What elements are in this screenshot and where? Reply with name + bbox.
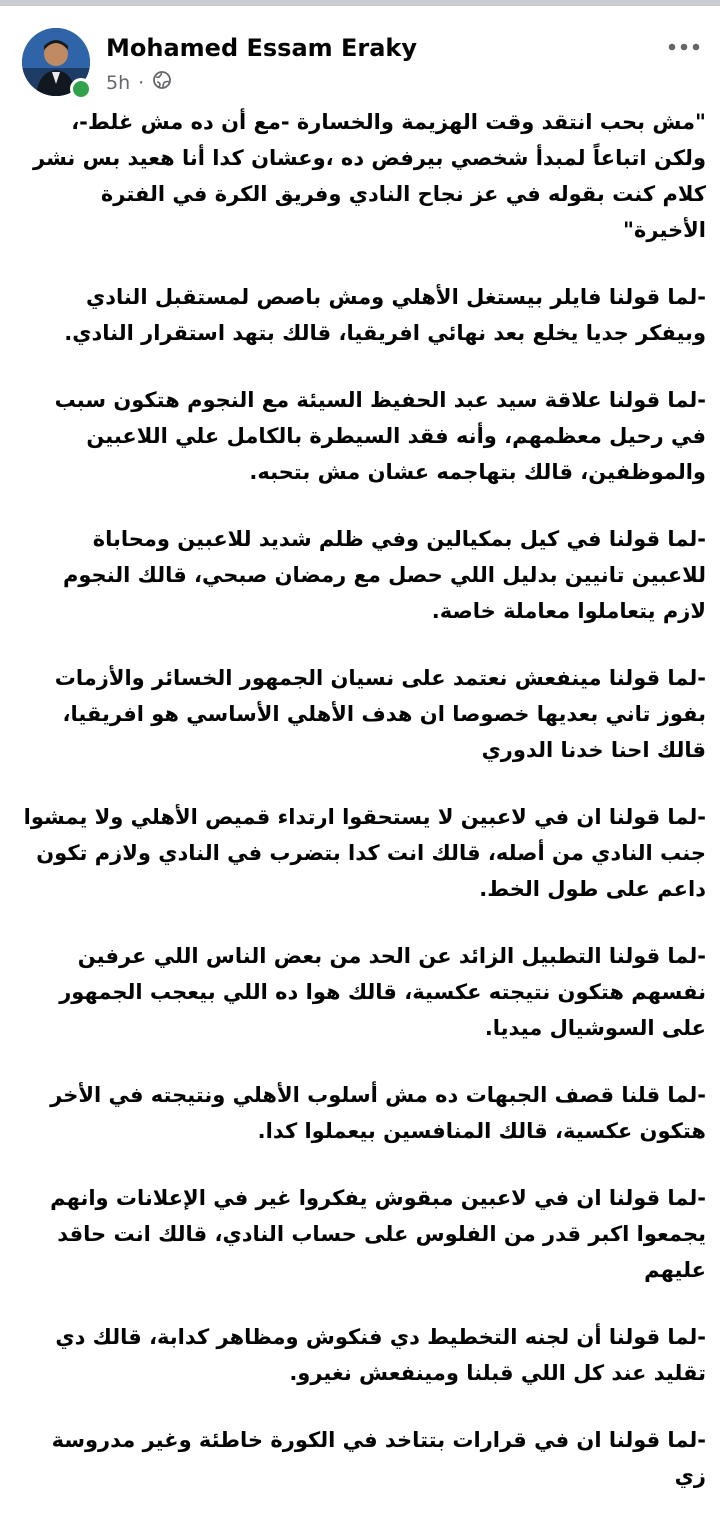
post-text xyxy=(22,104,706,1525)
post-paragraph: -لما قولنا فايلر بيستغل الأهلي ومش باصص لمستقبل النادي وبيفكر جديا يخلع بعد نهائي افريقيا، قالك بتهد استقرار النادي. xyxy=(64,285,706,345)
post-time[interactable]: 5h xyxy=(106,71,131,94)
author-name[interactable]: Mohamed Essam Eraky xyxy=(106,34,418,62)
more-horizontal-icon xyxy=(668,43,700,51)
meta-separator: · xyxy=(138,71,145,94)
post-header xyxy=(0,6,720,106)
globe-icon xyxy=(152,70,172,95)
post-paragraph: -لما قولنا التطبيل الزائد عن الحد من بعض الناس اللي عرفين نفسهم هتكون نتيجته عكسية، قالك هوا ده اللي بيعجب الجمهور على السوشيال ميديا. xyxy=(59,944,706,1040)
post-paragraph: -لما قولنا مينفعش نعتمد على نسيان الجمهور الخسائر والأزمات بفوز تاني بعديها خصوصا ان هدف الأهلي الأساسي هو افريقيا، قالك احنا خدنا الدوري xyxy=(54,666,706,762)
post-paragraph: -لما قولنا في كيل بمكيالين وفي ظلم شديد للاعبين ومحاباة للاعبين تانيين بدليل اللي حصل مع رمضان صبحي، قالك النجوم لازم يتعاملوا معاملة خاصة. xyxy=(63,527,706,623)
post-paragraph: -لما قولنا علاقة سيد عبد الحفيظ السيئة مع النجوم هتكون سبب في رحيل معظمهم، وأنه فقد السيطرة بالكامل علي اللاعبين والموظفين، قالك بتهاجمه عشان مش بتحبه. xyxy=(54,388,706,484)
more-options-button[interactable] xyxy=(662,32,706,62)
post-paragraph: -لما قولنا ان في لاعبين لا يستحقوا ارتداء قميص الأهلي ولا يمشوا جنب النادي من أصله، قالك انت كدا بتضرب في النادي ولازم تكون داعم على طول الخط. xyxy=(23,805,706,901)
post-paragraph: -لما قولنا ان في لاعبين مبقوش يفكروا غير في الإعلانات وانهم يجمعوا اكبر قدر من الفلوس على حساب النادي، قالك انت حاقد عليهم xyxy=(50,1186,706,1282)
post-paragraph: -لما قولنا أن لجنه التخطيط دي فنكوش ومظاهر كدابة، قالك دي تقليد عند كل اللي قبلنا ومينفعش نغيرو. xyxy=(55,1325,706,1385)
post-paragraph: -لما قولنا ان في قرارات بتتاخد في الكورة خاطئة وغير مدروسة زي xyxy=(51,1428,706,1488)
post-meta xyxy=(106,70,172,95)
online-status-indicator xyxy=(70,78,92,100)
post-paragraph: "مش بحب انتقد وقت الهزيمة والخسارة -مع أن ده مش غلط-، ولكن اتباعاً لمبدأ شخصي بيرفض ده ،وعشان كدا أنا هعيد بس نشر كلام كنت بقوله في عز نجاح النادي وفريق الكرة في الفترة الأخيرة" xyxy=(33,110,706,242)
post-paragraph: -لما قلنا قصف الجبهات ده مش أسلوب الأهلي ونتيجته في الأخر هتكون عكسية، قالك المنافسين بيعملوا كدا. xyxy=(50,1083,706,1143)
